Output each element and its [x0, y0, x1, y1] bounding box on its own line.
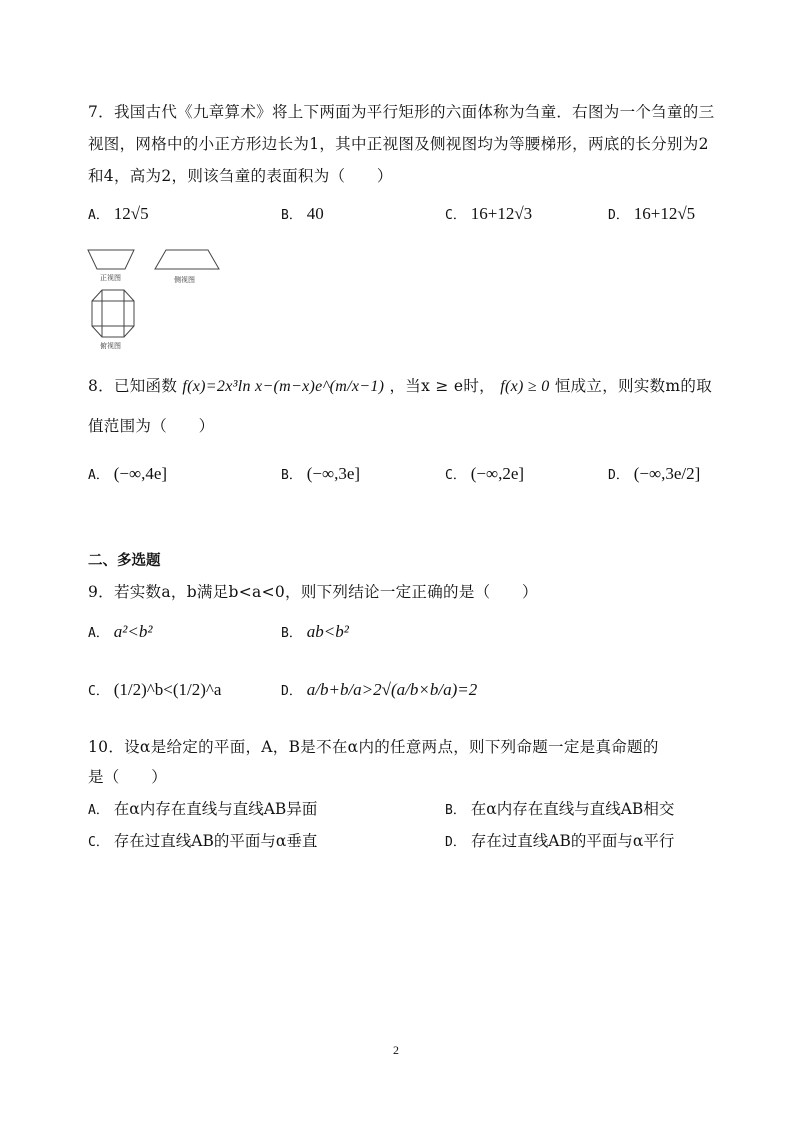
- q10-option-a: A． 在α内存在直线与直线AB异面: [88, 800, 318, 818]
- q8-option-b-value: (−∞,3e]: [306, 464, 361, 483]
- q7-option-a-value: 12√5: [113, 204, 149, 223]
- q7-option-c-value: 16+12√3: [470, 204, 533, 223]
- q7-stem-line3: 和4，高为2，则该刍童的表面积为（ ）: [88, 167, 393, 185]
- q10-option-d: D． 存在过直线AB的平面与α平行: [445, 832, 675, 850]
- front-view-label: 正视图: [100, 274, 121, 282]
- q9-option-b-value: ab<b²: [306, 622, 349, 641]
- side-view-label: 侧视图: [174, 276, 195, 284]
- q9-option-c-value: (1/2)^b<(1/2)^a: [113, 680, 222, 699]
- q10-option-c: C． 存在过直线AB的平面与α垂直: [88, 832, 318, 850]
- q8-stem-line2: 值范围为（ ）: [88, 417, 215, 435]
- side-view-trapezoid: [155, 250, 219, 269]
- q8-option-c-value: (−∞,2e]: [470, 464, 525, 483]
- q10-option-b-value: 在α内存在直线与直线AB相交: [470, 800, 675, 818]
- q9-option-a-value: a²<b²: [113, 622, 153, 641]
- page-number: 2: [393, 1043, 399, 1057]
- top-view-octagon: [92, 290, 134, 337]
- q7-three-view-figure: [84, 240, 234, 352]
- q7-option-b-value: 40: [306, 204, 324, 223]
- q10-stem-line1: 10．设α是给定的平面，A，B是不在α内的任意两点，则下列命题一定是真命题的: [88, 738, 659, 756]
- q7-option-d-value: 16+12√5: [633, 204, 696, 223]
- q7-stem-line1: 7．我国古代《九章算术》将上下两面为平行矩形的六面体称为刍童．右图为一个刍童的三: [88, 103, 715, 121]
- front-view-trapezoid: [88, 250, 134, 269]
- q7-stem-line2: 视图，网格中的小正方形边长为1，其中正视图及侧视图均为等腰梯形，两底的长分别为2: [88, 135, 709, 153]
- q8-option-b: B． (−∞,3e]: [281, 464, 361, 483]
- q8-option-d-value: (−∞,3e/2]: [633, 464, 701, 483]
- q8-option-c: C． (−∞,2e]: [445, 464, 525, 483]
- q8-condition: f(x) ≥ 0: [500, 378, 550, 395]
- q7-option-d: D． 16+12√5: [608, 204, 696, 223]
- q7-option-a: A． 12√5: [88, 204, 149, 223]
- q9-option-d: D． a/b+b/a>2√(a/b×b/a)=2: [281, 680, 478, 699]
- q10-stem-line2: 是（ ）: [88, 768, 168, 786]
- q10-option-d-value: 存在过直线AB的平面与α平行: [470, 832, 675, 850]
- section-title-multi-choice: 二、多选题: [88, 553, 161, 569]
- q8-function-formula: f(x)=2x³ln x−(m−x)e^(m/x−1): [182, 378, 385, 395]
- q8-option-a: A． (−∞,4e]: [88, 464, 168, 483]
- q10-option-a-value: 在α内存在直线与直线AB异面: [113, 800, 318, 818]
- q8-option-a-value: (−∞,4e]: [113, 464, 168, 483]
- q9-option-a: A． a²<b²: [88, 622, 153, 641]
- top-view-label: 俯视图: [100, 342, 121, 350]
- q8-stem-line1: 8．已知函数 f(x)=2x³ln x−(m−x)e^(m/x−1) ，当x ≥ e时， f(x) ≥ 0 恒成立，则实数m的取: [88, 377, 713, 395]
- q9-option-b: B． ab<b²: [281, 622, 349, 641]
- q10-option-c-value: 存在过直线AB的平面与α垂直: [113, 832, 318, 850]
- q9-option-d-value: a/b+b/a>2√(a/b×b/a)=2: [306, 680, 478, 699]
- q9-stem: 9．若实数a，b满足b<a<0，则下列结论一定正确的是（ ）: [88, 583, 538, 601]
- q8-option-d: D． (−∞,3e/2]: [608, 464, 701, 483]
- q7-option-b: B． 40: [281, 204, 324, 223]
- q10-option-b: B． 在α内存在直线与直线AB相交: [445, 800, 675, 818]
- q9-option-c: C． (1/2)^b<(1/2)^a: [88, 680, 222, 699]
- q7-option-c: C． 16+12√3: [445, 204, 533, 223]
